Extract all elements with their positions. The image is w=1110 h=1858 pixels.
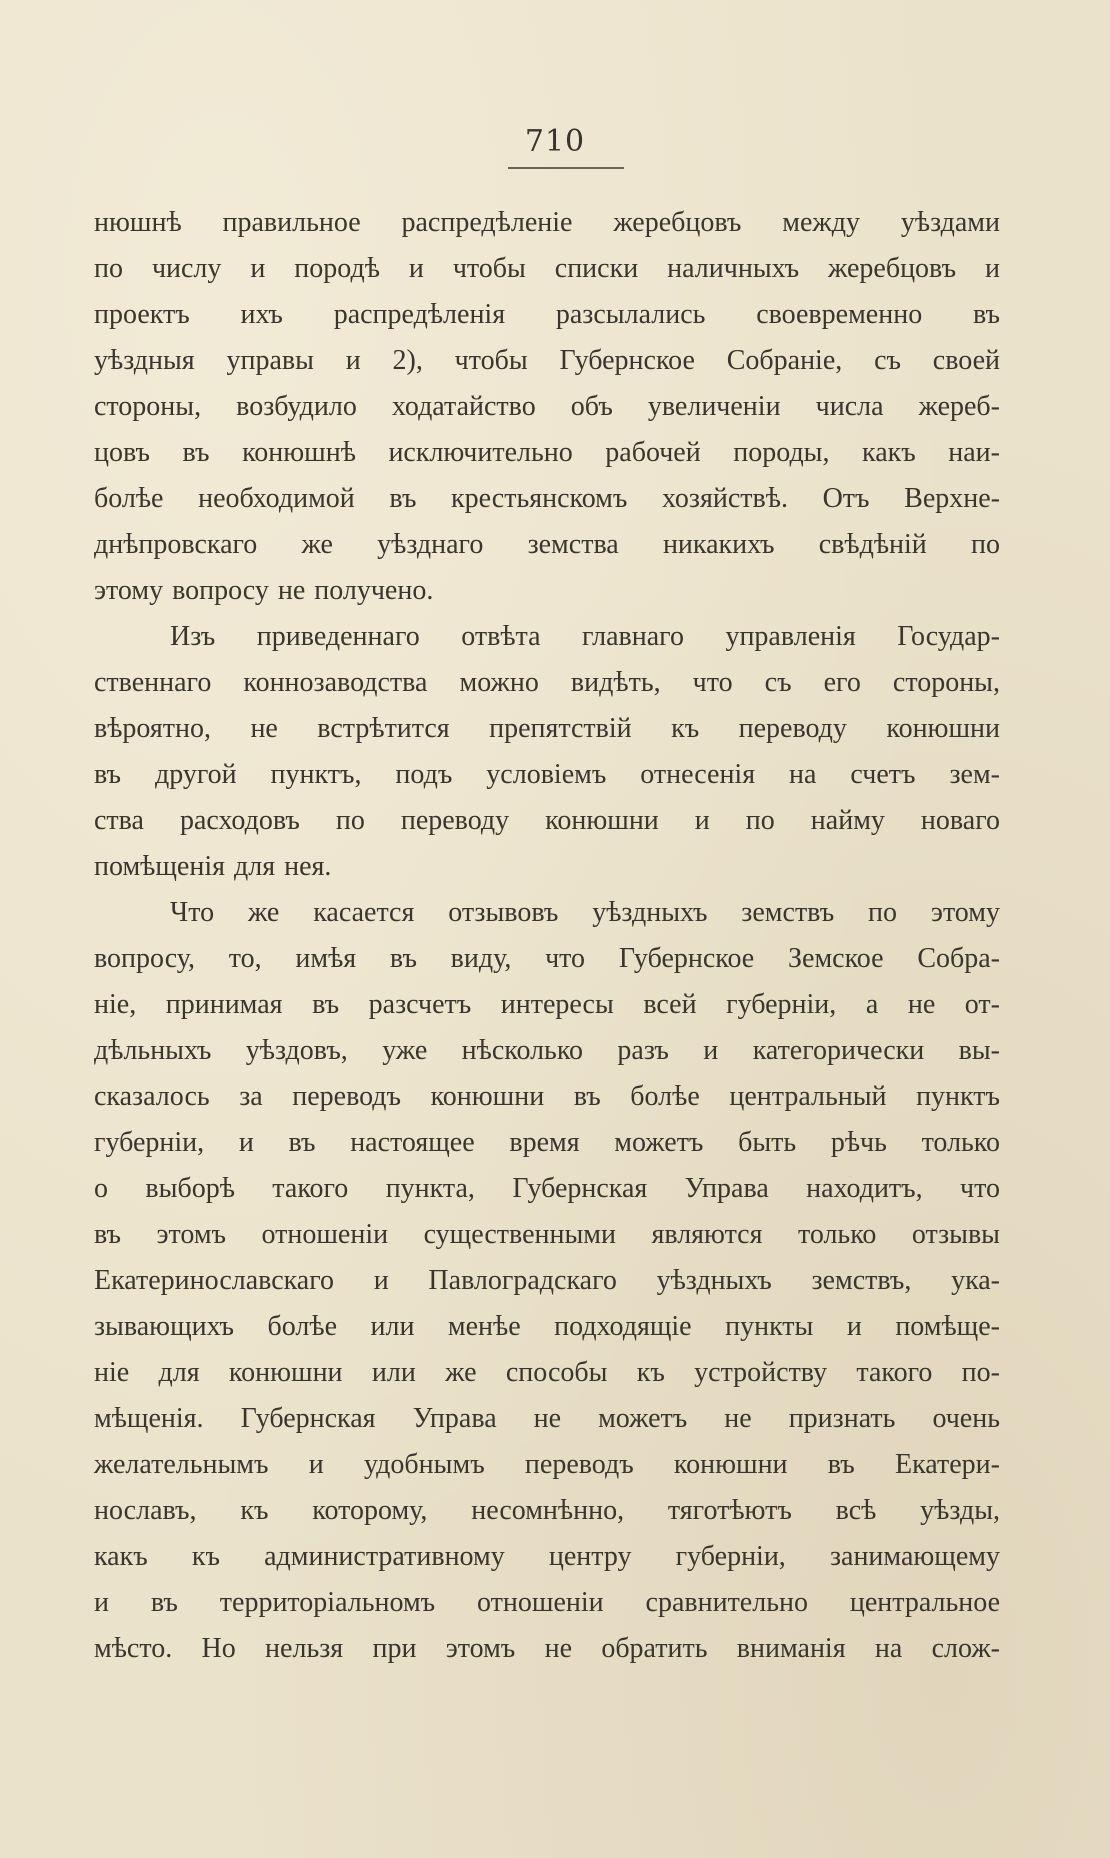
text-line: днѣпровскаго же уѣзднаго земства никакихъ свѣдѣній по (94, 529, 1000, 560)
text-line: въ другой пунктъ, подъ условіемъ отнесенія на счетъ зем- (94, 759, 1000, 790)
text-line: Екатеринославскаго и Павлоградскаго уѣздныхъ земствъ, ука- (94, 1265, 1000, 1296)
text-line: этому вопросу не получено. (94, 575, 434, 606)
text-line: по числу и породѣ и чтобы списки наличныхъ жеребцовъ и (94, 253, 1000, 284)
text-line: вѣроятно, не встрѣтится препятствій къ переводу конюшни (94, 713, 1000, 744)
text-line: ственнаго коннозаводства можно видѣть, что съ его стороны, (94, 667, 1000, 698)
page-number: 710 (524, 124, 586, 159)
text-line: губерніи, и въ настоящее время можетъ быть рѣчь только (94, 1127, 1000, 1158)
text-line: зывающихъ болѣе или менѣе подходящіе пункты и помѣще- (94, 1311, 1000, 1342)
text-line: о выборѣ такого пункта, Губернская Управа находитъ, что (94, 1173, 1000, 1204)
text-line: проектъ ихъ распредѣленія разсылались своевременно въ (94, 299, 1000, 330)
text-line: нюшнѣ правильное распредѣленіе жеребцовъ между уѣздами (94, 207, 1000, 238)
text-line: желательнымъ и удобнымъ переводъ конюшни въ Екатери- (94, 1449, 1000, 1480)
text-line: нославъ, къ которому, несомнѣнно, тяготѣютъ всѣ уѣзды, (94, 1495, 1000, 1526)
text-line: ства расходовъ по переводу конюшни и по найму новаго (94, 805, 1000, 836)
text-line: дѣльныхъ уѣздовъ, уже нѣсколько разъ и категорически вы- (94, 1035, 1000, 1066)
page-number-rule (508, 167, 624, 169)
text-line: мѣсто. Но нельзя при этомъ не обратить вниманія на слож- (94, 1633, 1000, 1664)
text-line: стороны, возбудило ходатайство объ увеличеніи числа жереб- (94, 391, 1000, 422)
text-line: сказалось за переводъ конюшни въ болѣе центральный пунктъ (94, 1081, 1000, 1112)
text-line: вопросу, то, имѣя въ виду, что Губернское Земское Собра- (94, 943, 1000, 974)
text-line: какъ къ административному центру губерніи, занимающему (94, 1541, 1000, 1572)
text-line: и въ территоріальномъ отношеніи сравнительно центральное (94, 1587, 1000, 1618)
text-line: въ этомъ отношеніи существенными являются только отзывы (94, 1219, 1000, 1250)
text-line: помѣщенія для нея. (94, 851, 332, 882)
text-line: ніе, принимая въ разсчетъ интересы всей губерніи, а не от- (94, 989, 1000, 1020)
text-line: болѣе необходимой въ крестьянскомъ хозяйствѣ. Отъ Верхне- (94, 483, 1000, 514)
text-line: Изъ приведеннаго отвѣта главнаго управленія Государ- (170, 621, 1000, 652)
text-line: мѣщенія. Губернская Управа не можетъ не признать очень (94, 1403, 1000, 1434)
text-line: Что же касается отзывовъ уѣздныхъ земствъ по этому (170, 897, 1000, 928)
text-line: уѣздныя управы и 2), чтобы Губернское Собраніе, съ своей (94, 345, 1000, 376)
body-text (94, 200, 1000, 1672)
text-line: цовъ въ конюшнѣ исключительно рабочей породы, какъ наи- (94, 437, 1000, 468)
text-line: ніе для конюшни или же способы къ устройству такого по- (94, 1357, 1000, 1388)
